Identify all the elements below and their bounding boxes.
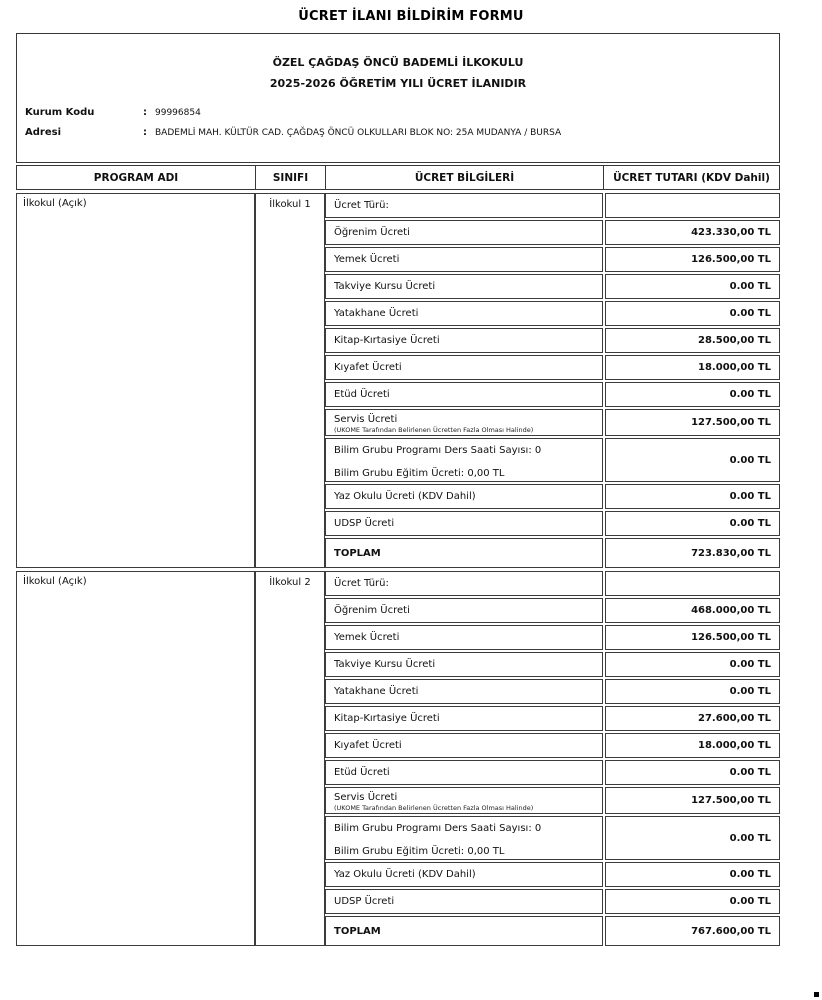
fee-amount: 423.330,00 TL [605, 220, 780, 245]
fee-amount: 0.00 TL [605, 274, 780, 299]
fee-label: Yatakhane Ücreti [325, 301, 603, 326]
fee-label-2: Bilim Grubu Eğitim Ücreti: 0,00 TL [334, 846, 505, 857]
fee-label: Kitap-Kırtasiye Ücreti [325, 706, 603, 731]
fee-label: Servis Ücreti [334, 414, 398, 425]
fee-row-ucret-turu [325, 571, 780, 596]
fee-amount: 0.00 TL [605, 889, 780, 914]
fee-label-group [325, 438, 603, 482]
fee-row-etud [325, 382, 780, 407]
fee-amount: 127.500,00 TL [605, 409, 780, 436]
column-header-sinifi: SINIFI [255, 166, 325, 189]
program-section-ilkokul-1 [16, 193, 780, 568]
fee-amount: 0.00 TL [605, 484, 780, 509]
fee-row-bilim-grubu [325, 438, 780, 482]
fee-label: Takviye Kursu Ücreti [325, 652, 603, 677]
fee-amount: 0.00 TL [605, 438, 780, 482]
fee-amount: 0.00 TL [605, 862, 780, 887]
fee-amount: 126.500,00 TL [605, 625, 780, 650]
fee-rows [325, 193, 780, 568]
fee-sublabel: (UKOME Tarafından Belirlenen Ücretten Fazla Olması Halinde) [334, 426, 534, 434]
fee-row-kiyafet [325, 355, 780, 380]
adresi-row [25, 126, 779, 140]
fee-row-servis [325, 787, 780, 814]
fee-amount: 0.00 TL [605, 382, 780, 407]
fee-row-ucret-turu [325, 193, 780, 218]
fee-row-udsp [325, 511, 780, 536]
program-name-cell: İlkokul (Açık) [16, 193, 255, 568]
fee-label: Etüd Ücreti [325, 760, 603, 785]
fee-row-servis [325, 409, 780, 436]
fee-label: Ücret Türü: [325, 571, 603, 596]
adresi-value: BADEMLİ MAH. KÜLTÜR CAD. ÇAĞDAŞ ÖNCÜ OLKULLARI BLOK NO: 25A MUDANYA / BURSA [155, 128, 562, 138]
school-name: ÖZEL ÇAĞDAŞ ÖNCÜ BADEMLİ İLKOKULU [272, 56, 524, 69]
fee-label: TOPLAM [325, 916, 603, 946]
fee-amount: 0.00 TL [605, 301, 780, 326]
fee-amount: 28.500,00 TL [605, 328, 780, 353]
fee-amount: 18.000,00 TL [605, 733, 780, 758]
fee-label: Yatakhane Ücreti [325, 679, 603, 704]
fee-label-group [325, 816, 603, 860]
fee-table-body [16, 193, 780, 949]
fee-label: Kıyafet Ücreti [325, 733, 603, 758]
class-name-cell: İlkokul 1 [255, 193, 325, 568]
fee-amount: 468.000,00 TL [605, 598, 780, 623]
fee-row-toplam [325, 538, 780, 568]
fee-row-etud [325, 760, 780, 785]
kurum-kodu-label: Kurum Kodu [25, 107, 95, 118]
fee-row-kiyafet [325, 733, 780, 758]
fee-label-2: Bilim Grubu Eğitim Ücreti: 0,00 TL [334, 468, 505, 479]
fee-amount: 767.600,00 TL [605, 916, 780, 946]
fee-row-ogrenim [325, 220, 780, 245]
fee-label: Ücret Türü: [325, 193, 603, 218]
fee-row-udsp [325, 889, 780, 914]
column-header-ucret-tutari: ÜCRET TUTARI (KDV Dahil) [603, 166, 779, 189]
adresi-label: Adresi [25, 127, 61, 138]
fee-label: Bilim Grubu Programı Ders Saati Sayısı: 0 [334, 445, 542, 456]
fee-amount: 723.830,00 TL [605, 538, 780, 568]
fee-amount: 0.00 TL [605, 511, 780, 536]
fee-row-takviye [325, 274, 780, 299]
fee-label: Yemek Ücreti [325, 247, 603, 272]
class-name-cell: İlkokul 2 [255, 571, 325, 946]
fee-amount: 0.00 TL [605, 760, 780, 785]
fee-amount: 127.500,00 TL [605, 787, 780, 814]
column-header-ucret-bilgileri: ÜCRET BİLGİLERİ [325, 166, 603, 189]
term-title: 2025-2026 ÖĞRETİM YILI ÜCRET İLANIDIR [269, 77, 527, 90]
fee-label: TOPLAM [325, 538, 603, 568]
fee-row-yemek [325, 625, 780, 650]
fee-row-bilim-grubu [325, 816, 780, 860]
kurum-kodu-value: 99996854 [155, 108, 201, 118]
kurum-kodu-row [25, 106, 779, 120]
header-fields [17, 106, 779, 140]
fee-label: UDSP Ücreti [325, 511, 603, 536]
fee-amount: 18.000,00 TL [605, 355, 780, 380]
fee-row-kitap [325, 706, 780, 731]
fee-amount: 0.00 TL [605, 816, 780, 860]
fee-row-ogrenim [325, 598, 780, 623]
fee-label: Öğrenim Ücreti [325, 598, 603, 623]
scan-artifact-dot [814, 992, 819, 997]
fee-amount [605, 571, 780, 596]
kurum-kodu-colon: : [143, 107, 147, 118]
fee-amount: 0.00 TL [605, 652, 780, 677]
fee-label: Servis Ücreti [334, 792, 398, 803]
program-name-cell: İlkokul (Açık) [16, 571, 255, 946]
fee-row-yaz-okulu [325, 862, 780, 887]
page-title: ÜCRET İLANI BİLDİRİM FORMU [298, 9, 524, 24]
fee-label: Etüd Ücreti [325, 382, 603, 407]
fee-label: Öğrenim Ücreti [325, 220, 603, 245]
fee-sublabel: (UKOME Tarafından Belirlenen Ücretten Fazla Olması Halinde) [334, 804, 534, 812]
fee-rows [325, 571, 780, 946]
fee-row-yatakhane [325, 679, 780, 704]
fee-row-yemek [325, 247, 780, 272]
fee-label: Kıyafet Ücreti [325, 355, 603, 380]
fee-label-group [325, 787, 603, 814]
fee-label: Takviye Kursu Ücreti [325, 274, 603, 299]
fee-row-kitap [325, 328, 780, 353]
fee-row-yatakhane [325, 301, 780, 326]
fee-label-group [325, 409, 603, 436]
fee-label: Yemek Ücreti [325, 625, 603, 650]
fee-label: Yaz Okulu Ücreti (KDV Dahil) [325, 862, 603, 887]
fee-label: UDSP Ücreti [325, 889, 603, 914]
fee-row-toplam [325, 916, 780, 946]
fee-row-takviye [325, 652, 780, 677]
column-header-program-adi: PROGRAM ADI [93, 171, 179, 184]
fee-amount: 126.500,00 TL [605, 247, 780, 272]
fee-amount [605, 193, 780, 218]
adresi-colon: : [143, 127, 147, 138]
program-section-ilkokul-2 [16, 571, 780, 946]
fee-row-yaz-okulu [325, 484, 780, 509]
fee-label: Yaz Okulu Ücreti (KDV Dahil) [325, 484, 603, 509]
form-header-box [16, 33, 780, 163]
table-header-row [16, 165, 780, 190]
fee-amount: 0.00 TL [605, 679, 780, 704]
fee-label: Kitap-Kırtasiye Ücreti [325, 328, 603, 353]
fee-amount: 27.600,00 TL [605, 706, 780, 731]
fee-label: Bilim Grubu Programı Ders Saati Sayısı: 0 [334, 823, 542, 834]
